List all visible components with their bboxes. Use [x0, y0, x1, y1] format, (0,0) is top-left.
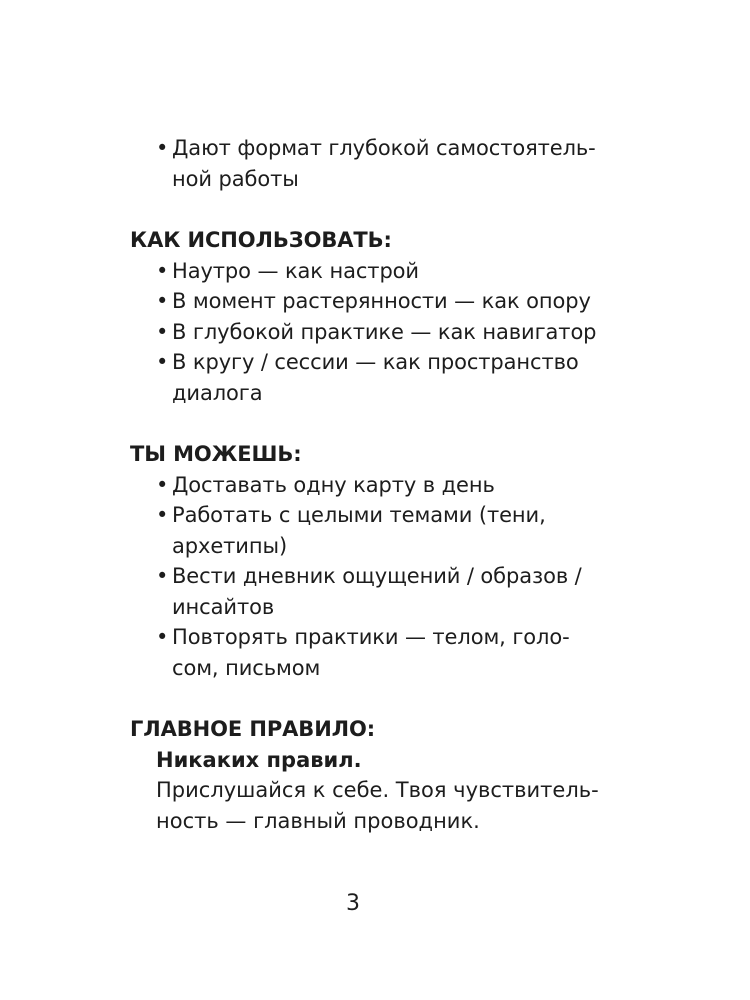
main-rule-statement: Никаких правил. — [156, 747, 362, 772]
list-item-line: ной работы — [172, 166, 299, 191]
main-rule-text-line: Прислушайся к себе. Твоя чувствитель- — [156, 778, 599, 802]
list-item-line: инсайтов — [172, 594, 275, 619]
bullet-icon: • — [156, 258, 169, 283]
list-item-line: Повторять практики — телом, голо- — [172, 625, 570, 649]
list-item — [156, 622, 650, 683]
bullet-icon: • — [156, 503, 169, 527]
list-item-line: Дают формат глубокой самостоятель- — [172, 136, 596, 160]
list-item — [156, 347, 650, 408]
list-item-line: сом, письмом — [172, 655, 321, 680]
section-heading-main-rule: ГЛАВНОЕ ПРАВИЛО: — [130, 717, 376, 741]
list-item — [156, 133, 650, 194]
bullet-icon: • — [156, 289, 169, 313]
section-heading-how-to-use: КАК ИСПОЛЬЗОВАТЬ: — [130, 228, 392, 252]
list-item — [156, 500, 650, 561]
list-item — [156, 561, 650, 622]
bullet-icon: • — [156, 350, 169, 374]
list-item-line: Работать с целыми темами (тени, — [172, 503, 546, 527]
how-to-use-list — [130, 256, 650, 409]
list-item — [156, 317, 650, 348]
you-can-section — [130, 439, 650, 683]
list-item — [156, 256, 650, 287]
bullet-icon: • — [156, 564, 169, 588]
main-rule-section — [130, 714, 650, 836]
list-item-line: В глубокой практике — как навигатор — [172, 319, 597, 344]
intro-list — [130, 133, 650, 194]
bullet-icon: • — [156, 136, 169, 160]
main-rule-text-line: ность — главный проводник. — [156, 808, 480, 833]
intro-section — [130, 133, 650, 194]
page-number: 3 — [346, 891, 360, 916]
main-rule-body — [130, 745, 650, 837]
main-rule-text — [156, 775, 650, 836]
bullet-icon: • — [156, 319, 169, 344]
list-item-line: В кругу / сессии — как пространство — [172, 350, 579, 374]
list-item — [156, 286, 650, 317]
you-can-list — [130, 470, 650, 684]
list-item-line: В момент растерянности — как опору — [172, 289, 591, 313]
list-item-line: архетипы) — [172, 533, 288, 558]
list-item-line: Наутро — как настрой — [172, 258, 419, 283]
page-content — [130, 133, 650, 836]
list-item-line: Вести дневник ощущений / образов / — [172, 564, 582, 588]
list-item-line: диалога — [172, 380, 263, 405]
section-heading-you-can: ТЫ МОЖЕШЬ: — [130, 442, 302, 466]
list-item — [156, 470, 650, 501]
bullet-icon: • — [156, 625, 169, 649]
how-to-use-section — [130, 225, 650, 408]
bullet-icon: • — [156, 472, 169, 497]
list-item-line: Доставать одну карту в день — [172, 472, 495, 497]
